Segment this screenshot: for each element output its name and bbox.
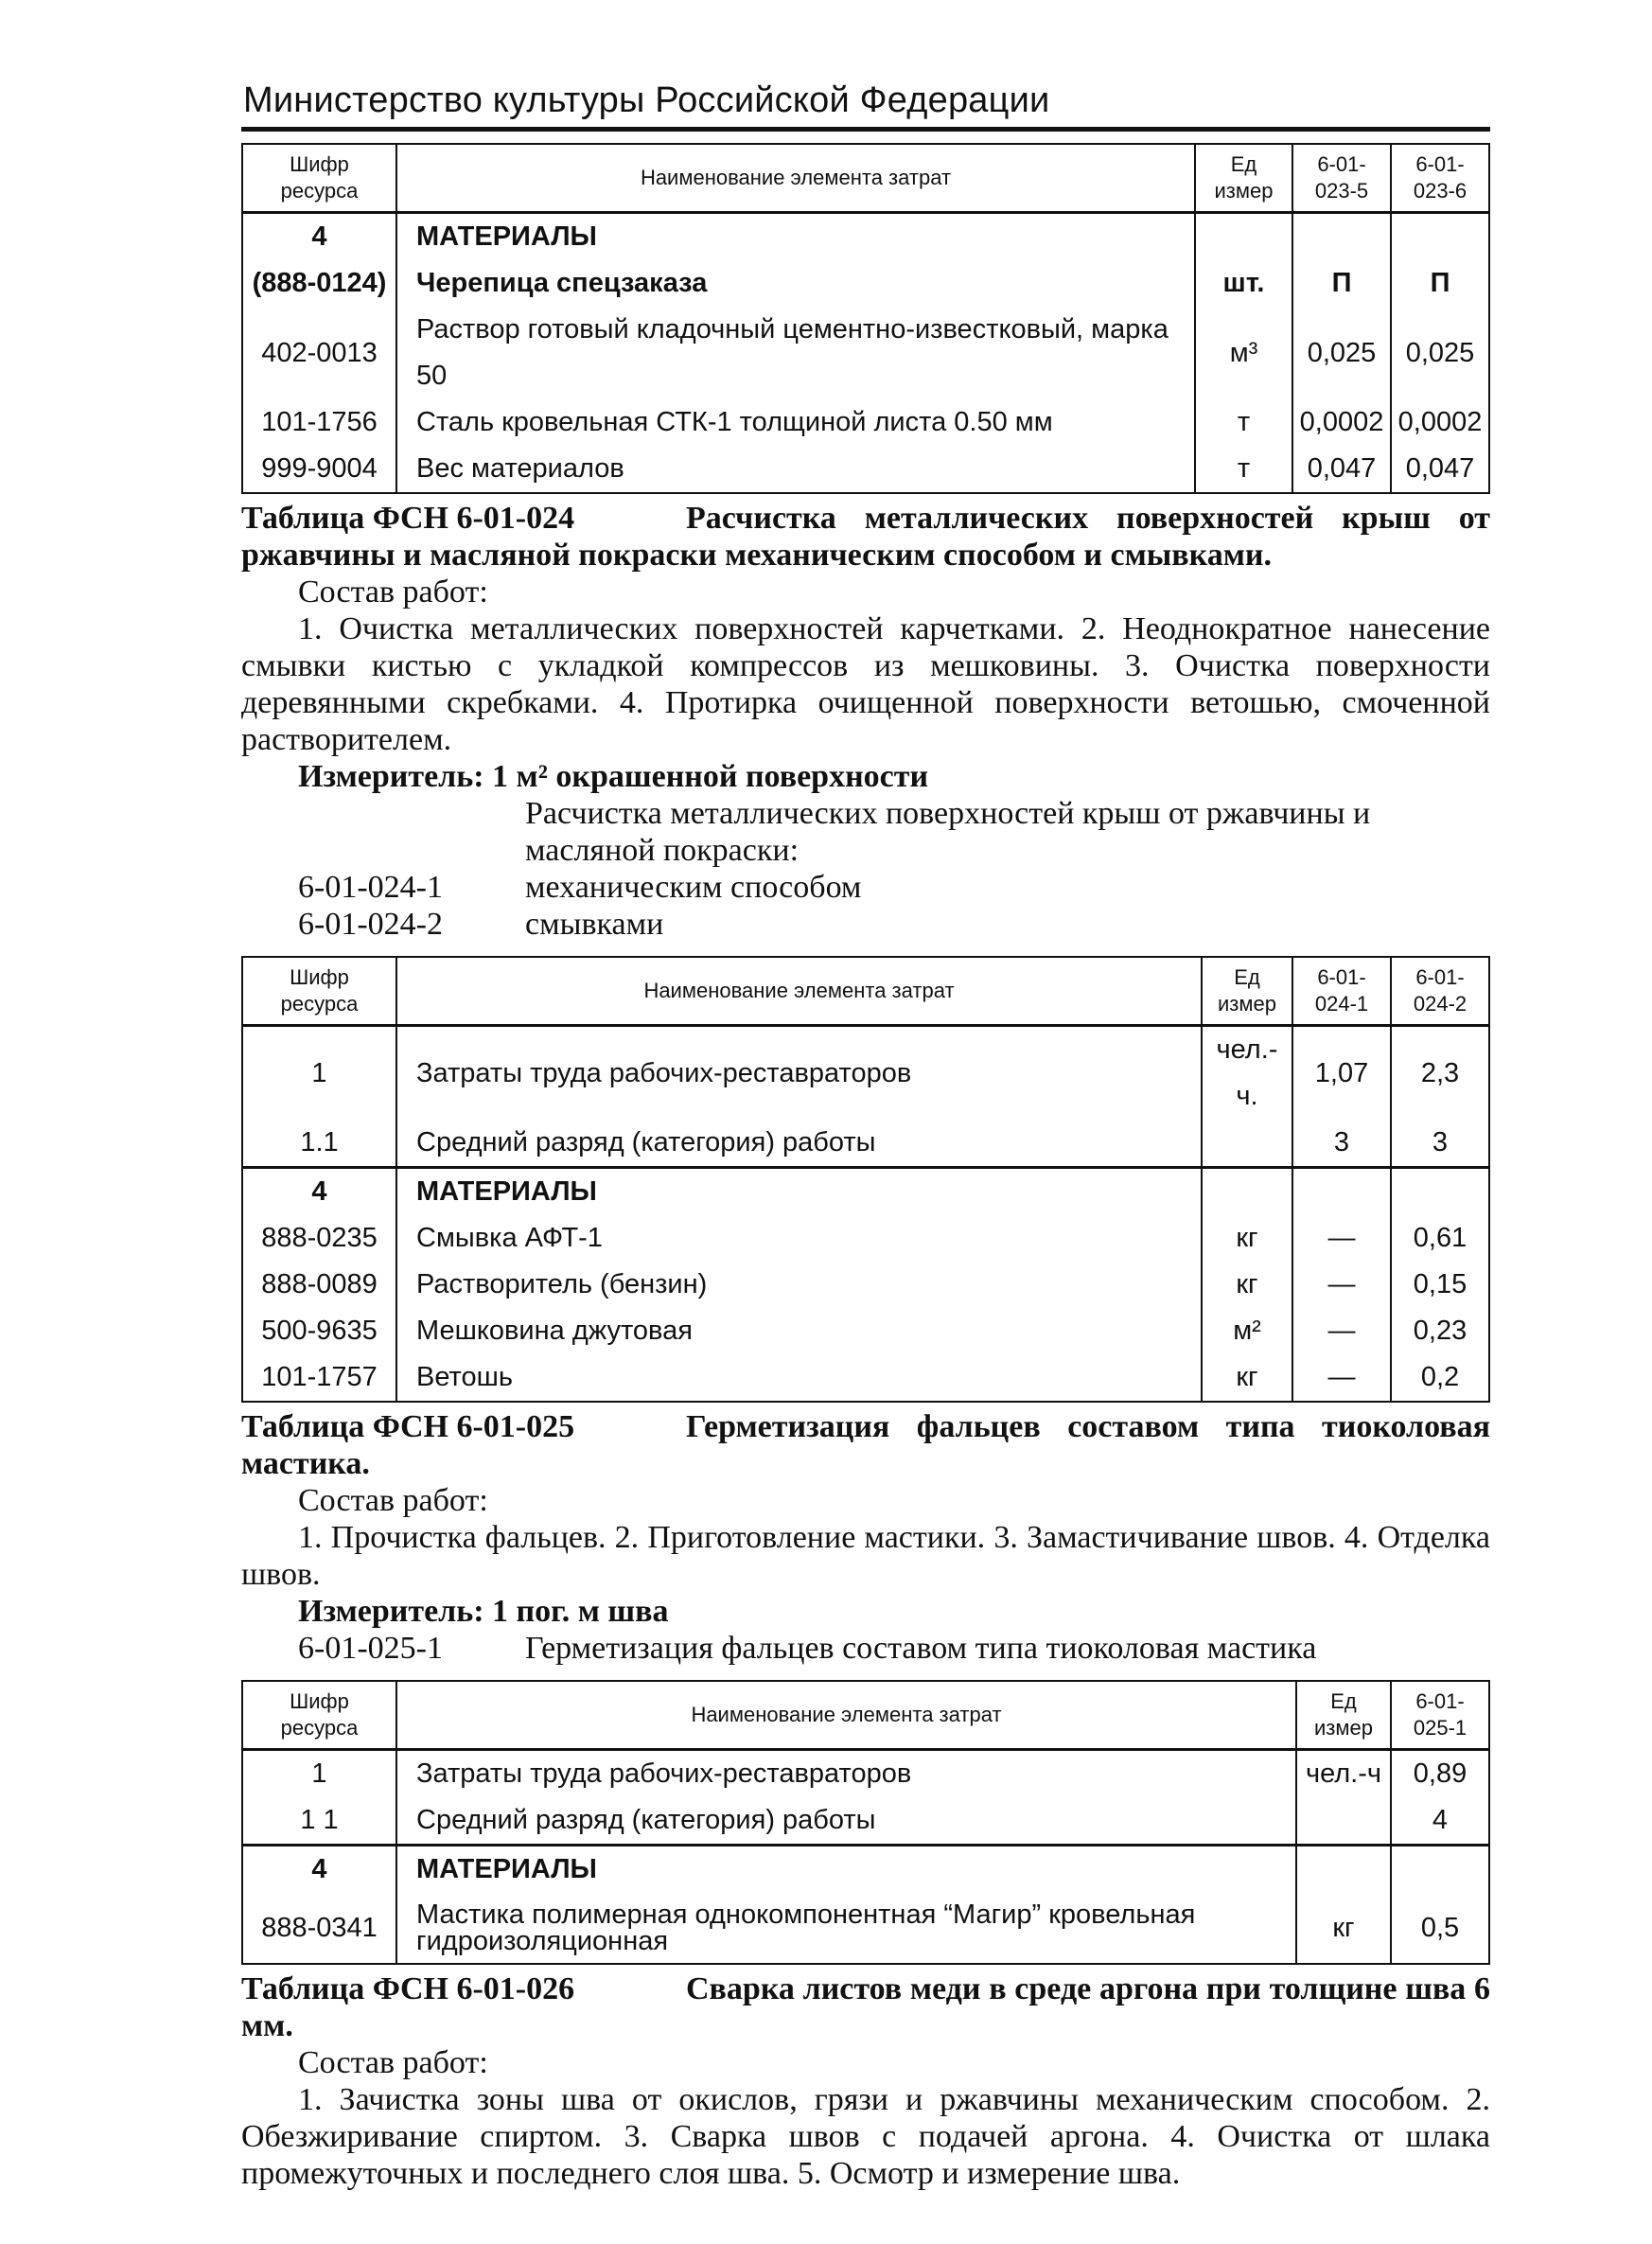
cell-name: МАТЕРИАЛЫ [396,213,1195,261]
cell-code: 101-1756 [242,399,396,446]
col-header-v1: 6-01-023-5 [1292,144,1391,213]
cell-name: Мастика полимерная однокомпонентная “Магир” кровельная гидроизоляционная [396,1893,1296,1964]
cell-name: Смывка АФТ-1 [396,1215,1202,1262]
cell-code: 4 [242,1168,396,1216]
cell-code: 4 [242,213,396,261]
cell-code: 101-1757 [242,1354,396,1402]
cell-value: — [1292,1215,1391,1262]
cell-value: П [1292,260,1391,307]
table-caption-025 [241,1408,1490,1482]
table-row [242,1797,1489,1846]
table-row [242,1120,1489,1168]
cell-unit: кг [1202,1215,1292,1262]
cell-name: Раствор готовый кладочный цементно-известковый, марка 50 [396,307,1195,399]
table-row [242,1846,1489,1894]
cell-unit: шт. [1195,260,1292,307]
cell-name: Мешковина джутовая [396,1308,1202,1354]
col-header-code: Шифр ресурса [242,957,396,1026]
col-header-unit: Ед измер [1296,1681,1391,1750]
resource-table-023 [241,143,1490,494]
cell-value [1391,1846,1489,1894]
table-number: Таблица ФСН 6-01-024 [241,501,575,536]
cell-unit [1296,1797,1391,1846]
cell-unit: чел.-ч. [1202,1026,1292,1121]
cell-name: Затраты труда рабочих-реставраторов [396,1026,1202,1121]
cell-value: П [1391,260,1489,307]
table-title: Герметизация фальцев составом типа тиоколовая мастика. [241,1409,1490,1481]
cell-code: 888-0235 [242,1215,396,1262]
cell-value: 0,047 [1391,446,1489,493]
cell-name: Черепица спецзаказа [396,260,1195,307]
cell-value [1292,213,1391,261]
work-text: 1. Зачистка зоны шва от окислов, грязи и ржавчины механическим способом. 2. Обезжиривание спиртом. 3. Сварка швов с подачей аргона. 4. Очистка от шлака промежуточных и последнего слоя шва. 5. Осмотр и измерение шва. [241,2082,1490,2191]
table-number: Таблица ФСН 6-01-025 [241,1409,575,1444]
code-line [241,1630,1490,1667]
cell-unit: кг [1296,1893,1391,1964]
cell-value [1391,1168,1489,1216]
table-row [242,1026,1489,1121]
work-label: Состав работ: [298,574,488,610]
table-body [242,1026,1489,1403]
cell-value: 2,3 [1391,1026,1489,1121]
work-text: 1. Очистка металлических поверхностей карчетками. 2. Неоднократное нанесение смывки кистью с укладкой компрессов из мешковины. 3. Очистка поверхности деревянными скребками. 4. Протирка очищенной поверхности ветошью, смоченной растворителем. [241,611,1490,757]
cell-code: 888-0341 [242,1893,396,1964]
measure-line: Измеритель: 1 пог. м шва [298,1594,669,1629]
col-header-name: Наименование элемента затрат [396,144,1195,213]
table-number: Таблица ФСН 6-01-026 [241,1971,575,2006]
cell-name: МАТЕРИАЛЫ [396,1168,1202,1216]
cell-name: МАТЕРИАЛЫ [396,1846,1296,1894]
cell-value: 0,025 [1391,307,1489,399]
table-row [242,307,1489,399]
table-row [242,1168,1489,1216]
code: 6-01-025-1 [298,1631,443,1666]
work-text: 1. Прочистка фальцев. 2. Приготовление мастики. 3. Замастичивание швов. 4. Отделка швов. [241,1520,1490,1592]
work-label: Состав работ: [298,1483,488,1518]
cell-value: 0,89 [1391,1750,1489,1798]
cell-value: 4 [1391,1797,1489,1846]
resource-table-024 [241,956,1490,1403]
col-header-unit: Ед измер [1195,144,1292,213]
table-row [242,1262,1489,1308]
table-row [242,1893,1489,1964]
cell-value: 0,0002 [1292,399,1391,446]
table-row [242,1308,1489,1354]
cell-code: 1 [242,1026,396,1121]
table-row [242,213,1489,261]
cell-value: 0,15 [1391,1262,1489,1308]
cell-name: Вес материалов [396,446,1195,493]
table-row [242,260,1489,307]
work-label: Состав работ: [298,2045,488,2080]
cell-code: 402-0013 [242,307,396,399]
header-rule [241,127,1490,132]
cell-unit: кг [1202,1262,1292,1308]
cell-value: 0,61 [1391,1215,1489,1262]
cell-code: 4 [242,1846,396,1894]
cell-unit: кг [1202,1354,1292,1402]
cell-value: 0,2 [1391,1354,1489,1402]
cell-unit [1296,1846,1391,1894]
cell-unit: м³ [1195,307,1292,399]
code-text: Герметизация фальцев составом типа тиоколовая мастика [525,1631,1317,1666]
resource-table-025 [241,1680,1490,1965]
cell-name: Ветошь [396,1354,1202,1402]
cell-name: Растворитель (бензин) [396,1262,1202,1308]
table-title: Сварка листов меди в среде аргона при толщине шва 6 мм. [241,1971,1490,2043]
cell-unit [1202,1120,1292,1168]
code: 6-01-024-2 [298,907,443,942]
running-header: Министерство культуры Российской Федерации [243,80,1050,120]
table-body [242,1750,1489,1965]
col-header-v1: 6-01-024-1 [1292,957,1391,1026]
cell-value: 0,025 [1292,307,1391,399]
cell-name: Средний разряд (категория) работы [396,1797,1296,1846]
cell-unit: м² [1202,1308,1292,1354]
cell-unit [1195,213,1292,261]
cell-code: 1 1 [242,1797,396,1846]
table-title: Расчистка металлических поверхностей крыш от ржавчины и масляной покраски механическим способом и смывками. [241,501,1490,573]
cell-value: — [1292,1308,1391,1354]
cell-code: 1 [242,1750,396,1798]
cell-value: 0,5 [1391,1893,1489,1964]
code-text: механическим способом [525,870,862,905]
code-line [241,869,1490,906]
cell-value: 1,07 [1292,1026,1391,1121]
cell-code: 999-9004 [242,446,396,493]
cell-code: 888-0089 [242,1262,396,1308]
cell-value: 3 [1292,1120,1391,1168]
cell-unit: чел.-ч [1296,1750,1391,1798]
table-caption-026 [241,1970,1490,2044]
cell-unit: т [1195,399,1292,446]
col-header-name: Наименование элемента затрат [396,957,1202,1026]
cell-value: 0,0002 [1391,399,1489,446]
code-text: смывками [525,907,664,942]
cell-value: 0,047 [1292,446,1391,493]
table-row [242,1750,1489,1798]
table-row [242,1215,1489,1262]
cell-unit: т [1195,446,1292,493]
table-row [242,1354,1489,1402]
code-line [241,906,1490,943]
col-header-code: Шифр ресурса [242,144,396,213]
col-header-code: Шифр ресурса [242,1681,396,1750]
table-row [242,446,1489,493]
table-caption-024 [241,500,1490,574]
cell-unit [1202,1168,1292,1216]
table-body [242,213,1489,494]
cell-value [1292,1168,1391,1216]
cell-value: 3 [1391,1120,1489,1168]
cell-code: 1.1 [242,1120,396,1168]
col-header-name: Наименование элемента затрат [396,1681,1296,1750]
col-header-unit: Ед измер [1202,957,1292,1026]
col-header-v2: 6-01-024-2 [1391,957,1489,1026]
cell-code: 500-9635 [242,1308,396,1354]
code: 6-01-024-1 [298,870,443,905]
cell-name: Сталь кровельная СТК-1 толщиной листа 0.50 мм [396,399,1195,446]
cell-code: (888-0124) [242,260,396,307]
cell-name: Средний разряд (категория) работы [396,1120,1202,1168]
group-text: Расчистка металлических поверхностей крыш от ржавчины и масляной покраски: [525,796,1371,868]
col-header-v2: 6-01-023-6 [1391,144,1489,213]
measure-line: Измеритель: 1 м² окрашенной поверхности [298,759,929,794]
cell-value: — [1292,1262,1391,1308]
document-page [241,76,1490,2192]
cell-name: Затраты труда рабочих-реставраторов [396,1750,1296,1798]
col-header-v1: 6-01-025-1 [1391,1681,1489,1750]
cell-value: 0,23 [1391,1308,1489,1354]
cell-value: — [1292,1354,1391,1402]
table-row [242,399,1489,446]
cell-value [1391,213,1489,261]
